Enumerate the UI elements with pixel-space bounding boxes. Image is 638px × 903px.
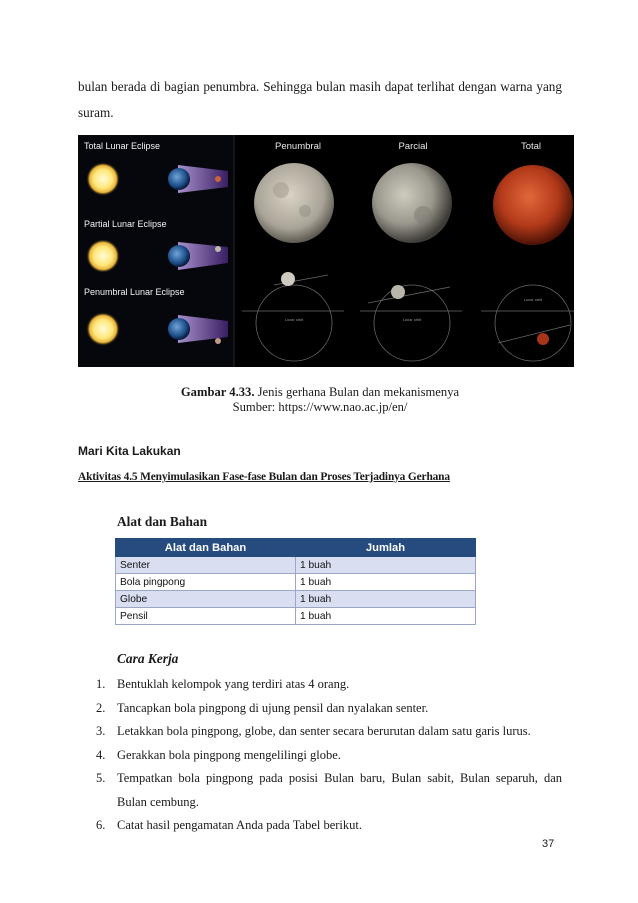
table-cell: 1 buah (296, 608, 476, 625)
list-item (78, 673, 562, 697)
column-title-penumbral: Penumbral (275, 141, 321, 152)
table-cell: Globe (116, 591, 296, 608)
step-number: 6. (96, 818, 106, 832)
sun-icon (86, 239, 120, 273)
partial-moon (372, 163, 452, 243)
label-penumbral-lunar-eclipse: Penumbral Lunar Eclipse (84, 287, 185, 297)
intro-line-1: bulan berada di bagian penumbra. Sehingga bulan masih dapat terlihat dengan warna yang (78, 79, 562, 94)
lunar-eclipse-figure (78, 135, 574, 367)
table-cell: Senter (116, 557, 296, 574)
intro-line-2: suram. (78, 105, 114, 120)
table-cell: Bola pingpong (116, 574, 296, 591)
table-cell: 1 buah (296, 574, 476, 591)
intro-paragraph (78, 74, 562, 126)
table-header-row (116, 539, 476, 557)
step-text: Bentuklah kelompok yang terdiri atas 4 orang. (117, 677, 350, 691)
svg-text:Lunar orbit: Lunar orbit (523, 298, 543, 302)
label-partial-lunar-eclipse: Partial Lunar Eclipse (84, 219, 167, 229)
penumbral-moon-small (281, 272, 295, 286)
step-text: Gerakkan bola pingpong mengelilingi globe. (117, 747, 341, 762)
earth-icon (168, 318, 190, 340)
figure-caption (78, 385, 562, 415)
section-title: Mari Kita Lakukan (78, 444, 181, 458)
table-row (116, 591, 476, 608)
step-text: Tempatkan bola pingpong pada posisi Bulan baru, Bulan sabit, Bulan separuh, dan (117, 771, 562, 785)
step-text: Catat hasil pengamatan Anda pada Tabel berikut. (117, 818, 362, 832)
earth-icon (168, 245, 190, 267)
activity-title: Aktivitas 4.5 Menyimulasikan Fase-fase Bulan dan Proses Terjadinya Gerhana (78, 471, 450, 483)
label-total-lunar-eclipse: Total Lunar Eclipse (84, 141, 161, 151)
column-title-total: Total (520, 141, 542, 152)
table-row (116, 574, 476, 591)
svg-text:Lunar orbit: Lunar orbit (402, 318, 422, 322)
table-header-tools: Alat dan Bahan (116, 539, 296, 557)
page-number: 37 (542, 838, 555, 850)
penumbral-moon (254, 163, 334, 243)
step-number: 2. (96, 700, 106, 715)
list-item (78, 697, 562, 721)
tools-heading: Alat dan Bahan (117, 514, 208, 529)
procedure-steps (78, 673, 562, 838)
step-text: Tancapkan bola pingpong di ujung pensil dan nyalakan senter. (117, 700, 429, 715)
step-number: 5. (96, 771, 106, 785)
total-moon (493, 165, 573, 245)
list-item-continuation (78, 791, 562, 815)
table-row (116, 557, 476, 574)
svg-text:Lunar orbit: Lunar orbit (284, 318, 304, 322)
table-row (116, 608, 476, 625)
total-moon-small (537, 333, 549, 345)
list-item (78, 814, 562, 838)
table-header-quantity: Jumlah (296, 539, 476, 557)
list-item (78, 767, 562, 791)
sun-icon (86, 162, 120, 196)
caption-number: Gambar 4.33. (180, 385, 255, 399)
step-text: Letakkan bola pingpong, globe, dan senter secara berurutan dalam satu garis lurus. (117, 724, 531, 738)
step-number: 4. (96, 747, 106, 762)
sun-icon (86, 312, 120, 346)
step-number: 3. (96, 724, 106, 738)
list-item (78, 744, 562, 768)
table-cell: 1 buah (296, 557, 476, 574)
caption-title: Jenis gerhana Bulan dan mekanismenya (257, 385, 460, 399)
table-cell: 1 buah (296, 591, 476, 608)
partial-moon-small (391, 285, 405, 299)
list-item (78, 720, 562, 744)
earth-icon (168, 168, 190, 190)
step-text-continued: Bulan cembung. (117, 794, 199, 809)
tools-table (115, 538, 476, 625)
column-title-parcial: Parcial (398, 141, 428, 152)
step-number: 1. (96, 677, 106, 691)
table-cell: Pensil (116, 608, 296, 625)
caption-source: Sumber: https://www.nao.ac.jp/en/ (232, 400, 408, 414)
procedure-heading: Cara Kerja (117, 651, 179, 666)
